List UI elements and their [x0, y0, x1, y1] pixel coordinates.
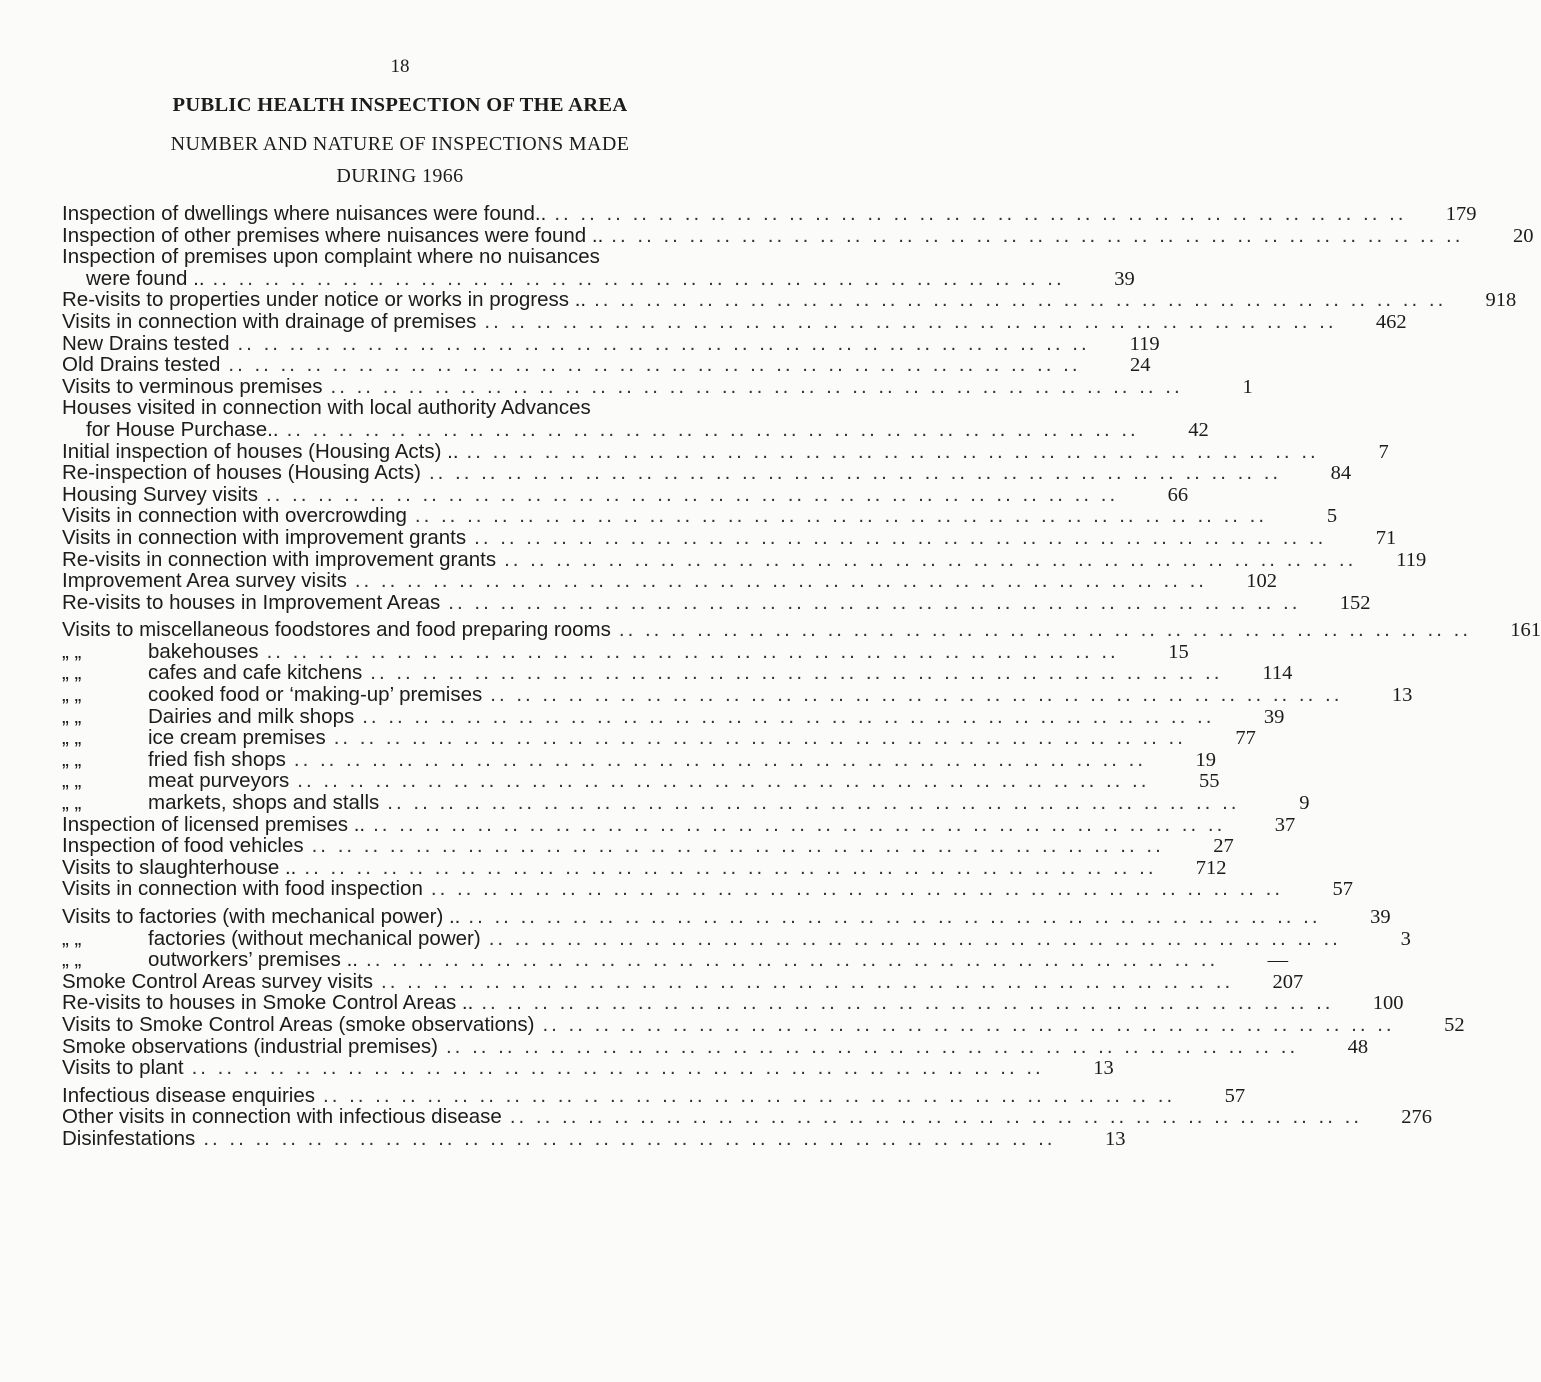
list-item-continuation: were found .. .. .. 39: [62, 268, 778, 290]
ditto-mark: „ „: [62, 747, 82, 771]
list-item: Visits to verminous premises .. .. 1: [62, 376, 778, 398]
list-item: Infectious disease enquiries .. .. 57: [62, 1085, 778, 1107]
page-title: PUBLIC HEALTH INSPECTION OF THE AREA: [172, 94, 628, 116]
list-item: Smoke observations (industrial premises) .. .. 48: [62, 1036, 778, 1058]
subtitle-line-1: NUMBER AND NATURE OF INSPECTIONS MADE: [170, 133, 630, 155]
list-item: „ „ fried fish shops .. .. 19: [62, 749, 778, 771]
list-item: Old Drains tested .. .. 24: [62, 354, 778, 376]
list-item: Re-visits to houses in Smoke Control Areas .. .. .. 100: [62, 992, 778, 1014]
list-item: „ „ ice cream premises .. .. 77: [62, 727, 778, 749]
subtitle-line-2: DURING 1966: [336, 165, 464, 187]
list-item: Houses visited in connection with local authority Advances: [62, 396, 591, 420]
list-item: „ „ bakehouses .. .. 15: [62, 641, 778, 663]
list-item-continuation: for House Purchase.. .. .. 42: [62, 419, 778, 441]
list-item: „ „ meat purveyors .. .. 55: [62, 770, 778, 792]
ditto-mark: „ „: [62, 769, 82, 793]
list-item: Re-visits to houses in Improvement Areas .. .. 152: [62, 592, 778, 614]
list-item: Inspection of dwellings where nuisances were found.. .. .. 179: [62, 203, 778, 225]
ditto-mark: „ „: [62, 926, 82, 950]
list-item: „ „ cooked food or ‘making-up’ premises .. .. 13: [62, 684, 778, 706]
list-item: Visits to slaughterhouse .. .. .. 712: [62, 857, 778, 879]
list-item: „ „ factories (without mechanical power) .. .. 3: [62, 928, 778, 950]
page-number: 18: [390, 56, 410, 77]
list-item: Visits to plant .. .. 13: [62, 1057, 778, 1079]
list-item: Re-inspection of houses (Housing Acts) .. .. 84: [62, 462, 778, 484]
list-item: Visits to Smoke Control Areas (smoke observations) .. .. 52: [62, 1014, 778, 1036]
list-item: „ „ markets, shops and stalls .. .. 9: [62, 792, 778, 814]
inspection-list: [62, 202, 1541, 1150]
list-item: Visits to factories (with mechanical power) .. .. .. 39: [62, 906, 778, 928]
ditto-mark: „ „: [62, 639, 82, 663]
ditto-mark: „ „: [62, 661, 82, 685]
ditto-mark: „ „: [62, 683, 82, 707]
list-item: Visits to miscellaneous foodstores and food preparing rooms .. .. 161: [62, 619, 778, 641]
ditto-mark: „ „: [62, 948, 82, 972]
ditto-mark: „ „: [62, 726, 82, 750]
list-item: Re-visits to properties under notice or works in progress .. .. .. 918: [62, 289, 778, 311]
list-item: Inspection of premises upon complaint where no nuisances: [62, 245, 600, 269]
list-item: Housing Survey visits .. .. 66: [62, 484, 778, 506]
list-item: Visits in connection with drainage of premises .. .. 462: [62, 311, 778, 333]
list-item: Smoke Control Areas survey visits .. .. 207: [62, 971, 778, 993]
list-item: Disinfestations .. .. 13: [62, 1128, 778, 1150]
list-item: Other visits in connection with infectious disease .. .. 276: [62, 1106, 778, 1128]
list-item: „ „ outworkers’ premises .. .. .. —: [62, 949, 778, 971]
list-item: „ „ cafes and cafe kitchens .. .. 114: [62, 662, 778, 684]
list-item: Inspection of licensed premises .. .. .. 37: [62, 814, 778, 836]
ditto-mark: „ „: [62, 704, 82, 728]
list-item: Visits in connection with overcrowding .. .. 5: [62, 505, 778, 527]
list-item: Visits in connection with improvement grants .. .. 71: [62, 527, 778, 549]
list-item: Inspection of other premises where nuisances were found .. .. .. 20: [62, 225, 778, 247]
list-item: Re-visits in connection with improvement grants .. .. 119: [62, 549, 778, 571]
list-item: Visits in connection with food inspection .. .. 57: [62, 878, 778, 900]
list-item: New Drains tested .. .. 119: [62, 333, 778, 355]
ditto-mark: „ „: [62, 791, 82, 815]
list-item: Inspection of food vehicles .. .. 27: [62, 835, 778, 857]
list-item: Improvement Area survey visits .. .. 102: [62, 570, 778, 592]
list-item: „ „ Dairies and milk shops .. .. 39: [62, 706, 778, 728]
list-item: Initial inspection of houses (Housing Acts) .. .. .. 7: [62, 441, 778, 463]
